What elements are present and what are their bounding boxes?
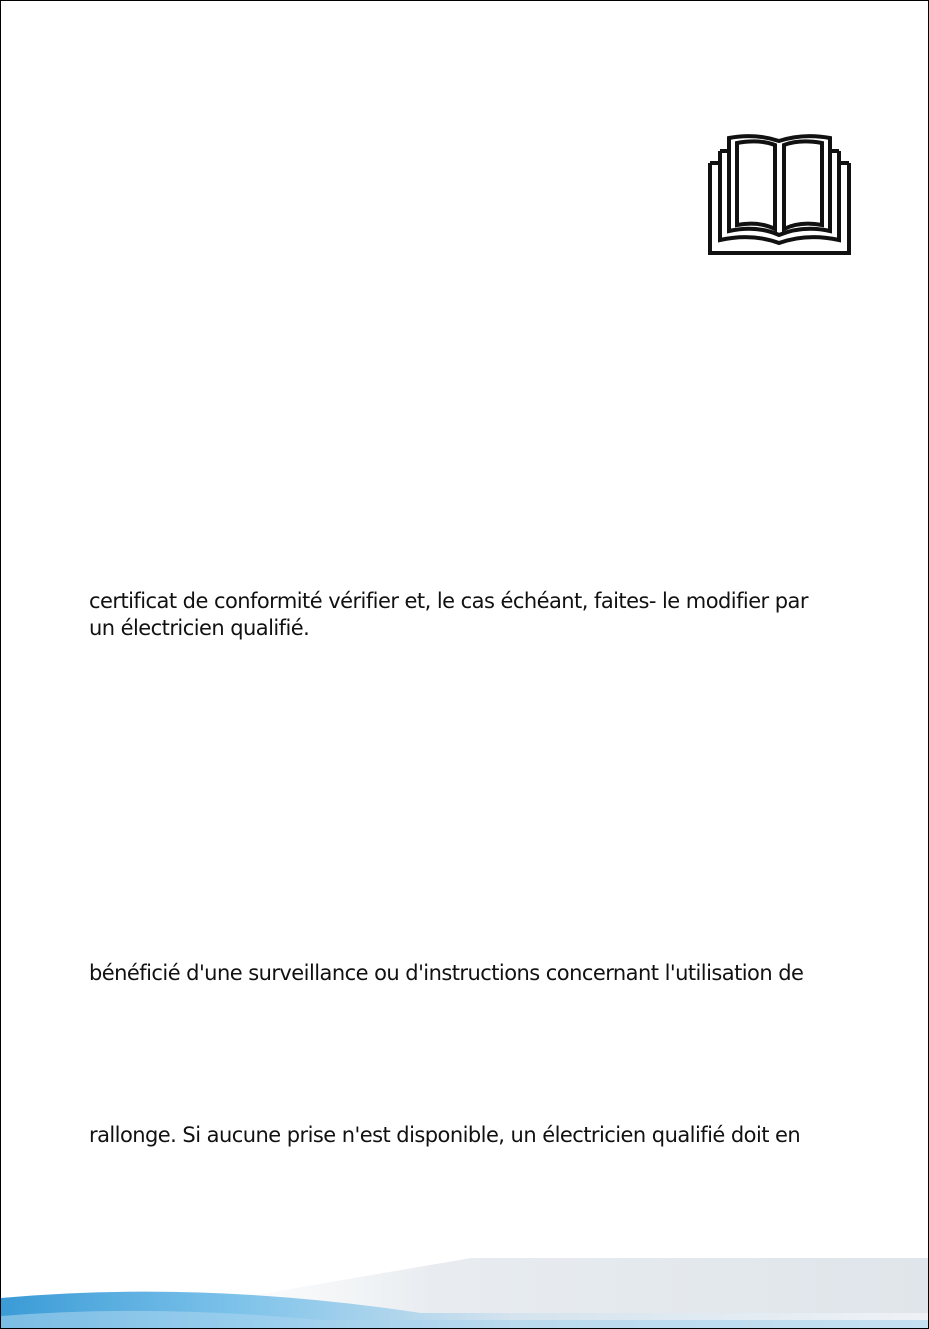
footer-wave-decoration bbox=[1, 1258, 929, 1328]
paragraph-1-line-2: un électricien qualifié. bbox=[89, 616, 310, 640]
paragraph-3-line-1: rallonge. Si aucune prise n'est disponible, un électricien qualifié doit en bbox=[89, 1123, 801, 1147]
open-book-icon bbox=[707, 133, 853, 257]
paragraph-1-line-1: certificat de conformité vérifier et, le cas échéant, faites- le modifier par bbox=[89, 589, 808, 613]
paragraph-2-line-1: bénéficié d'une surveillance ou d'instructions concernant l'utilisation de bbox=[89, 961, 804, 985]
